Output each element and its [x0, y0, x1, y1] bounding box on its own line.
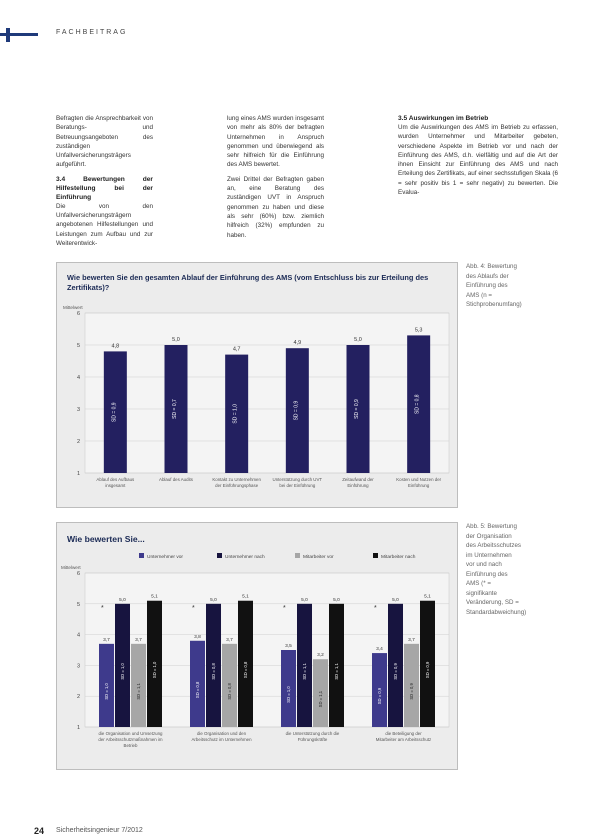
chart-2-value-label: 5,1 — [242, 594, 249, 600]
chart-1-category-label: Unterstützung durch UVT — [272, 477, 323, 482]
chart-2-bar-annotation: SD = 0,8 — [195, 681, 200, 699]
chart-1-y-tick-label: 6 — [76, 311, 80, 317]
chart-2-bar-annotation: SD = 0,9 — [393, 663, 398, 680]
col3-heading: 3.5 Auswirkungen im Betrieb — [398, 115, 489, 122]
chart-2-legend-label: Unternehmer nach — [225, 555, 265, 560]
chart-2-category-label: Arbeitsschutz im Unternehmen — [191, 736, 252, 742]
chart-1-category-label: der Einführungsphase — [215, 482, 259, 488]
chart-1-value-label: 4,9 — [293, 340, 302, 347]
chart-1-svg — [57, 263, 457, 507]
col1-paragraph-2: Die von den Unfallversicherungsträgern angebotenen Hilfestellungen und Leistungen zum Aufbau und zur Weiterentwick- — [56, 202, 153, 247]
chart-2-category-label: Mitarbeiter am Arbeitsschutz — [375, 736, 432, 742]
chart-2-value-label: 5,0 — [333, 597, 340, 603]
chart-2-category-label: der Arbeitsschutzmaßnahmen im — [98, 736, 163, 742]
text-column-3 — [398, 114, 558, 226]
chart-2-significance-marker: * — [101, 604, 104, 612]
chart-1-category-label: Kontakt zu Unternehmen — [212, 477, 261, 482]
chart-1-category-label: insgesamt — [105, 482, 126, 488]
col1-heading: 3.4 Bewertungen der Hilfestellung bei der Einführung — [56, 175, 153, 201]
chart-1-value-label: 5,0 — [354, 337, 362, 343]
chart-2-legend-swatch — [373, 553, 378, 558]
chart-2-bar-annotation: SD = 1,1 — [318, 690, 323, 708]
chart-2-value-label: 3,7 — [135, 637, 142, 643]
chart-2-value-label: 5,1 — [424, 594, 431, 600]
chart-2-panel — [56, 522, 458, 770]
chart-2-category-label: Betrieb — [123, 742, 138, 748]
section-label: FACHBEITRAG — [56, 29, 128, 36]
chart-2-significance-marker: * — [283, 604, 286, 612]
chart-2-legend-label: Mitarbeiter nach — [381, 555, 416, 560]
chart-2-y-axis-label: Mittelwert — [61, 565, 81, 570]
chart-2-bar-annotation: SD = 0,9 — [409, 683, 414, 700]
chart-2-bar-annotation: SD = 0,8 — [211, 663, 216, 680]
chart-2-y-tick-label: 4 — [76, 632, 80, 639]
chart-2-category-label: die Organisation und den — [196, 731, 247, 736]
chart-2-y-tick-label: 2 — [76, 694, 80, 701]
chart-2-bar-annotation: SD = 1,1 — [136, 683, 141, 700]
chart-1-category-label: Ablauf des Aufbaus — [96, 477, 135, 482]
chart-1-y-tick-label: 1 — [76, 471, 80, 477]
chart-1-y-tick-label: 2 — [76, 439, 80, 445]
chart-2-bar-annotation: SD = 1,0 — [152, 661, 157, 679]
chart-2-legend-label: Unternehmer vor — [147, 555, 183, 560]
chart-2-bar-annotation: SD = 1,0 — [104, 683, 109, 700]
col2-paragraph-2: Zwei Drittel der Befragten gaben an, eine Beratung des zuständigen UVT in Anspruch genommen zu haben und diese als sehr (60%) bzw. ziemlich hilfreich (32%) empfunden zu haben. — [227, 175, 324, 239]
chart-1-title: Wie bewerten Sie den gesamten Ablauf der Einführung des AMS (vom Entschluss bis zur Erteilung des Zertifikats)? — [67, 273, 429, 292]
chart-1-y-tick-label: 3 — [76, 407, 80, 413]
chart-1-panel — [56, 262, 458, 508]
chart-2-value-label: 5,1 — [151, 594, 158, 600]
chart-1-y-tick-label: 5 — [76, 343, 80, 349]
chart-1-value-label: 5,3 — [414, 327, 423, 334]
chart-2-value-label: 5,0 — [301, 597, 308, 603]
chart-2-y-tick-label: 3 — [76, 663, 80, 670]
chart-1-category-label: Einführung — [408, 482, 430, 488]
chart-1-bar-annotation: SD = 0,7 — [172, 399, 178, 419]
chart-2-significance-marker: * — [192, 604, 195, 612]
chart-2-bar-annotation: SD = 0,8 — [243, 661, 248, 679]
chart-2-bar-annotation: SD = 1,1 — [302, 663, 307, 680]
chart-1-category-label: bei der Einführung — [279, 482, 316, 488]
chart-2-y-tick-label: 5 — [76, 601, 80, 608]
header-rule — [0, 33, 38, 36]
chart-2-category-label: Führungskräfte — [297, 736, 328, 742]
chart-1-value-label: 4,7 — [232, 346, 241, 353]
col3-paragraph-1: Um die Auswirkungen des AMS im Betrieb zu erfassen, wurden Unternehmer und Mitarbeiter gebeten, verschiedene Aspekte im Betrieb vor und nach der Einführung des AMS, d.h. vielfältig und auf die Art der ihnen Einsicht zur Einführung des AMS und nach Erteilung des Zertifikats, auf einer sechsstufigen Skala (6 = sehr positiv bis 1 = sehr negativ) zu bewerten. Die Evalua- — [398, 124, 558, 197]
col2-paragraph-1: lung eines AMS wurden insgesamt von mehr als 80% der befragten Unternehmen in Anspruch genommen und überwiegend als sehr hilfreich für die Einführung des AMS bewertet. — [227, 115, 324, 169]
figure-4-caption: Abb. 4: Bewertung des Ablaufs der Einführung des AMS (n = Stichprobenumfang) — [466, 263, 522, 308]
chart-2-bar-annotation: SD = 1,1 — [334, 663, 339, 680]
chart-1-value-label: 4,8 — [111, 343, 120, 350]
chart-2-bar-annotation: SD = 1,0 — [120, 663, 125, 680]
chart-1-value-label: 5,0 — [172, 337, 180, 343]
chart-2-value-label: 5,0 — [119, 597, 126, 603]
chart-2-value-label: 3,8 — [194, 634, 201, 640]
chart-1-y-axis-label: Mittelwert — [63, 305, 83, 310]
chart-2-bar-annotation: SD = 0,9 — [425, 661, 430, 679]
chart-2-significance-marker: * — [374, 604, 377, 612]
chart-2-bar-annotation: SD = 1,0 — [286, 686, 291, 703]
chart-1-bar-annotation: SD = 0,9 — [111, 402, 118, 423]
chart-1-category-label: Kosten und Nutzen der — [396, 477, 442, 482]
chart-2-category-label: die Unterstützung durch die — [285, 731, 340, 736]
chart-2-title: Wie bewerten Sie... — [67, 534, 145, 544]
chart-2-legend-swatch — [139, 553, 144, 558]
chart-1-bar-annotation: SD = 1,0 — [232, 403, 239, 424]
chart-2-value-label: 3,5 — [285, 644, 292, 649]
figure-5-caption: Abb. 5: Bewertung der Organisation des Arbeitsschutzes im Unternehmen vor und nach Einführung des AMS (* = signifikante Veränderung, SD = Standardabweichung) — [466, 523, 527, 616]
chart-2-y-tick-label: 1 — [76, 725, 80, 731]
col1-paragraph-1: Befragten die Ansprechbarkeit von Beratungs- und Betreuungsangeboten des zuständigen Unfallversicherungsträgers aufgeführt. — [56, 115, 153, 169]
chart-2-y-tick-label: 6 — [76, 571, 80, 577]
chart-2-legend-label: Mitarbeiter vor — [303, 555, 334, 560]
chart-1-category-label: Ablauf des Audits — [159, 477, 193, 482]
chart-2-value-label: 3,7 — [408, 637, 415, 643]
chart-2-value-label: 3,4 — [376, 647, 383, 653]
chart-2-value-label: 3,7 — [103, 637, 110, 643]
chart-2-bar-annotation: SD = 0,9 — [377, 687, 382, 705]
chart-1-bar-annotation: SD = 0,8 — [414, 394, 421, 415]
chart-2-category-label: die Beteiligung der — [385, 731, 422, 736]
publication-name: Sicherheitsingenieur 7/2012 — [56, 827, 143, 834]
chart-2-value-label: 5,0 — [392, 597, 399, 603]
chart-1-plot-area — [85, 313, 449, 473]
chart-1-bar-annotation: SD = 0,9 — [354, 399, 360, 419]
chart-1-bar-annotation: SD = 0,9 — [293, 400, 300, 421]
text-column-2 — [227, 114, 324, 245]
chart-1-category-label: Zeitaufwand der — [342, 477, 374, 482]
chart-2-legend-swatch — [217, 553, 222, 558]
chart-2-value-label: 5,0 — [210, 597, 217, 603]
chart-2-value-label: 3,7 — [226, 637, 233, 643]
chart-2-bar-annotation: SD = 0,8 — [227, 683, 232, 700]
text-column-1 — [56, 114, 153, 253]
chart-2-category-label: die Organisation und Umsetzung — [98, 731, 163, 736]
chart-1-y-tick-label: 4 — [76, 375, 80, 381]
chart-1-category-label: Einführung — [347, 482, 369, 488]
page-number: 24 — [34, 826, 45, 836]
chart-2-svg — [57, 523, 457, 769]
chart-2-legend-swatch — [295, 553, 300, 558]
chart-2-value-label: 3,2 — [317, 653, 324, 659]
